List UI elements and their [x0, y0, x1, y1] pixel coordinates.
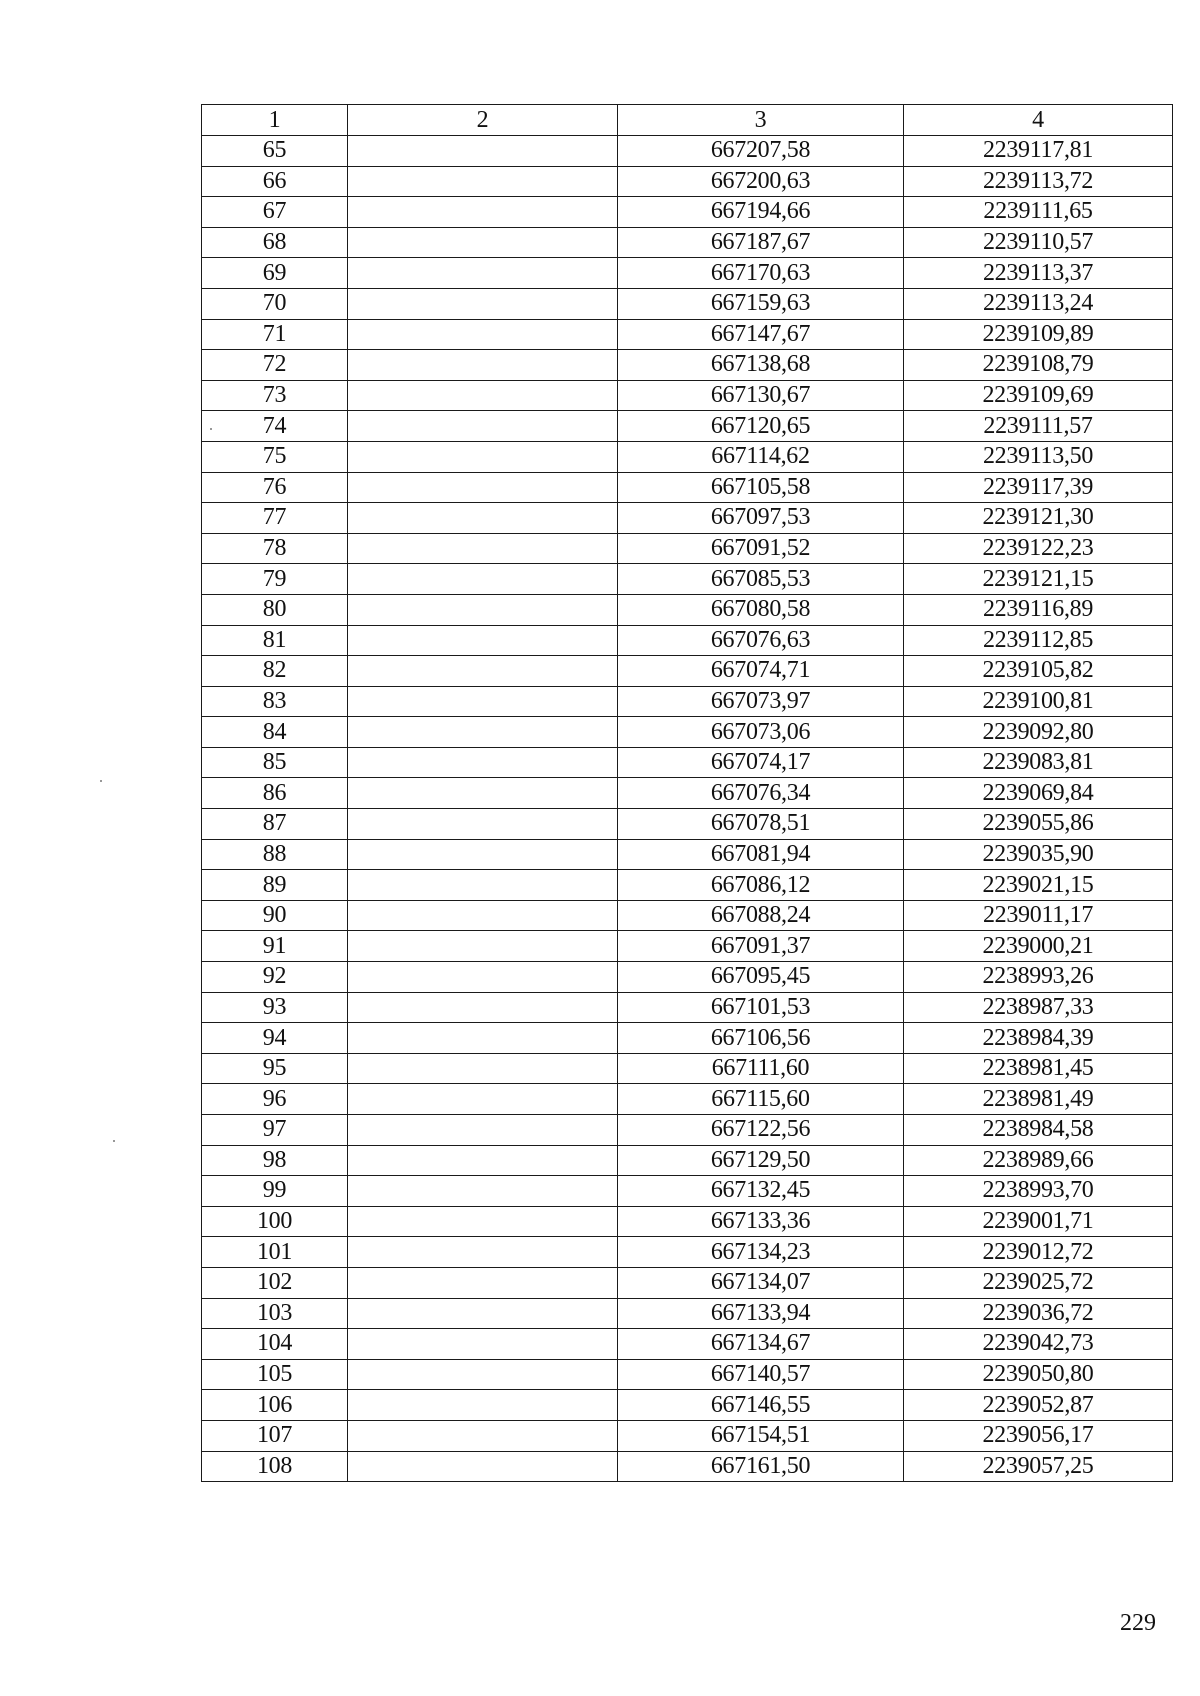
scan-speck [210, 428, 212, 430]
y-coordinate-cell: 2239121,15 [904, 564, 1173, 595]
table-row [202, 533, 1173, 564]
x-coordinate-cell: 667073,97 [618, 686, 904, 717]
y-coordinate-cell: 2239050,80 [904, 1359, 1173, 1390]
x-coordinate-cell: 667140,57 [618, 1359, 904, 1390]
x-coordinate-cell: 667159,63 [618, 288, 904, 319]
y-coordinate-cell: 2239113,24 [904, 288, 1173, 319]
table-row [202, 227, 1173, 258]
x-coordinate-cell: 667200,63 [618, 166, 904, 197]
y-coordinate-cell: 2239117,39 [904, 472, 1173, 503]
table-row [202, 1267, 1173, 1298]
empty-cell [348, 1237, 618, 1268]
table-row [202, 411, 1173, 442]
table-row [202, 900, 1173, 931]
point-number-cell: 67 [202, 197, 348, 228]
table-row [202, 166, 1173, 197]
x-coordinate-cell: 667170,63 [618, 258, 904, 289]
y-coordinate-cell: 2238981,45 [904, 1053, 1173, 1084]
y-coordinate-cell: 2239056,17 [904, 1420, 1173, 1451]
point-number-cell: 85 [202, 747, 348, 778]
table-row [202, 594, 1173, 625]
y-coordinate-cell: 2239042,73 [904, 1329, 1173, 1360]
point-number-cell: 102 [202, 1267, 348, 1298]
x-coordinate-cell: 667076,63 [618, 625, 904, 656]
empty-cell [348, 380, 618, 411]
empty-cell [348, 350, 618, 381]
point-number-cell: 92 [202, 962, 348, 993]
y-coordinate-cell: 2239011,17 [904, 900, 1173, 931]
point-number-cell: 108 [202, 1451, 348, 1482]
point-number-cell: 88 [202, 839, 348, 870]
point-number-cell: 81 [202, 625, 348, 656]
x-coordinate-cell: 667161,50 [618, 1451, 904, 1482]
empty-cell [348, 1115, 618, 1146]
point-number-cell: 95 [202, 1053, 348, 1084]
y-coordinate-cell: 2239116,89 [904, 594, 1173, 625]
y-coordinate-cell: 2238984,39 [904, 1023, 1173, 1054]
point-number-cell: 82 [202, 656, 348, 687]
point-number-cell: 104 [202, 1329, 348, 1360]
y-coordinate-cell: 2239109,89 [904, 319, 1173, 350]
point-number-cell: 84 [202, 717, 348, 748]
point-number-cell: 79 [202, 564, 348, 595]
x-coordinate-cell: 667133,36 [618, 1206, 904, 1237]
table-row [202, 1329, 1173, 1360]
point-number-cell: 107 [202, 1420, 348, 1451]
y-coordinate-cell: 2239021,15 [904, 870, 1173, 901]
y-coordinate-cell: 2239113,37 [904, 258, 1173, 289]
x-coordinate-cell: 667088,24 [618, 900, 904, 931]
table-row [202, 258, 1173, 289]
x-coordinate-cell: 667130,67 [618, 380, 904, 411]
point-number-cell: 68 [202, 227, 348, 258]
x-coordinate-cell: 667105,58 [618, 472, 904, 503]
table-row [202, 778, 1173, 809]
point-number-cell: 86 [202, 778, 348, 809]
x-coordinate-cell: 667146,55 [618, 1390, 904, 1421]
empty-cell [348, 1298, 618, 1329]
table-row [202, 1390, 1173, 1421]
y-coordinate-cell: 2239100,81 [904, 686, 1173, 717]
table-row [202, 1237, 1173, 1268]
point-number-cell: 72 [202, 350, 348, 381]
point-number-cell: 94 [202, 1023, 348, 1054]
point-number-cell: 98 [202, 1145, 348, 1176]
x-coordinate-cell: 667115,60 [618, 1084, 904, 1115]
empty-cell [348, 1420, 618, 1451]
x-coordinate-cell: 667091,52 [618, 533, 904, 564]
point-number-cell: 80 [202, 594, 348, 625]
empty-cell [348, 319, 618, 350]
point-number-cell: 70 [202, 288, 348, 319]
y-coordinate-cell: 2239025,72 [904, 1267, 1173, 1298]
empty-cell [348, 1023, 618, 1054]
x-coordinate-cell: 667114,62 [618, 441, 904, 472]
y-coordinate-cell: 2239108,79 [904, 350, 1173, 381]
y-coordinate-cell: 2239001,71 [904, 1206, 1173, 1237]
table-row [202, 1145, 1173, 1176]
empty-cell [348, 533, 618, 564]
empty-cell [348, 686, 618, 717]
scan-speck [100, 780, 102, 782]
x-coordinate-cell: 667134,23 [618, 1237, 904, 1268]
table-row [202, 1115, 1173, 1146]
empty-cell [348, 656, 618, 687]
table-row [202, 197, 1173, 228]
x-coordinate-cell: 667073,06 [618, 717, 904, 748]
table-row [202, 503, 1173, 534]
x-coordinate-cell: 667081,94 [618, 839, 904, 870]
empty-cell [348, 962, 618, 993]
x-coordinate-cell: 667147,67 [618, 319, 904, 350]
coordinates-table [201, 104, 1173, 1482]
x-coordinate-cell: 667134,67 [618, 1329, 904, 1360]
x-coordinate-cell: 667187,67 [618, 227, 904, 258]
x-coordinate-cell: 667154,51 [618, 1420, 904, 1451]
x-coordinate-cell: 667074,17 [618, 747, 904, 778]
empty-cell [348, 778, 618, 809]
empty-cell [348, 472, 618, 503]
table-row [202, 809, 1173, 840]
point-number-cell: 87 [202, 809, 348, 840]
x-coordinate-cell: 667076,34 [618, 778, 904, 809]
table-row [202, 1084, 1173, 1115]
y-coordinate-cell: 2239121,30 [904, 503, 1173, 534]
empty-cell [348, 992, 618, 1023]
empty-cell [348, 503, 618, 534]
y-coordinate-cell: 2239112,85 [904, 625, 1173, 656]
point-number-cell: 100 [202, 1206, 348, 1237]
x-coordinate-cell: 667086,12 [618, 870, 904, 901]
y-coordinate-cell: 2238984,58 [904, 1115, 1173, 1146]
header-cell-1: 1 [202, 105, 348, 136]
point-number-cell: 75 [202, 441, 348, 472]
y-coordinate-cell: 2238989,66 [904, 1145, 1173, 1176]
x-coordinate-cell: 667085,53 [618, 564, 904, 595]
table-row [202, 441, 1173, 472]
point-number-cell: 103 [202, 1298, 348, 1329]
point-number-cell: 90 [202, 900, 348, 931]
y-coordinate-cell: 2239109,69 [904, 380, 1173, 411]
x-coordinate-cell: 667097,53 [618, 503, 904, 534]
empty-cell [348, 839, 618, 870]
y-coordinate-cell: 2239052,87 [904, 1390, 1173, 1421]
point-number-cell: 89 [202, 870, 348, 901]
table-row [202, 962, 1173, 993]
empty-cell [348, 1390, 618, 1421]
table-row [202, 1359, 1173, 1390]
x-coordinate-cell: 667122,56 [618, 1115, 904, 1146]
table-row [202, 747, 1173, 778]
x-coordinate-cell: 667111,60 [618, 1053, 904, 1084]
y-coordinate-cell: 2239105,82 [904, 656, 1173, 687]
table-row [202, 870, 1173, 901]
header-row [202, 105, 1173, 136]
table-row [202, 1298, 1173, 1329]
empty-cell [348, 594, 618, 625]
table-header [202, 105, 1173, 136]
header-cell-4: 4 [904, 105, 1173, 136]
empty-cell [348, 564, 618, 595]
empty-cell [348, 809, 618, 840]
empty-cell [348, 1206, 618, 1237]
x-coordinate-cell: 667138,68 [618, 350, 904, 381]
y-coordinate-cell: 2239113,50 [904, 441, 1173, 472]
empty-cell [348, 1084, 618, 1115]
y-coordinate-cell: 2239057,25 [904, 1451, 1173, 1482]
point-number-cell: 76 [202, 472, 348, 503]
table-row [202, 1023, 1173, 1054]
scan-speck [113, 1140, 115, 1142]
table-row [202, 686, 1173, 717]
point-number-cell: 83 [202, 686, 348, 717]
header-cell-3: 3 [618, 105, 904, 136]
table-row [202, 288, 1173, 319]
empty-cell [348, 1359, 618, 1390]
point-number-cell: 78 [202, 533, 348, 564]
table-row [202, 564, 1173, 595]
y-coordinate-cell: 2238987,33 [904, 992, 1173, 1023]
y-coordinate-cell: 2239117,81 [904, 136, 1173, 167]
empty-cell [348, 931, 618, 962]
empty-cell [348, 227, 618, 258]
y-coordinate-cell: 2238993,70 [904, 1176, 1173, 1207]
table-row [202, 1451, 1173, 1482]
x-coordinate-cell: 667132,45 [618, 1176, 904, 1207]
empty-cell [348, 1267, 618, 1298]
empty-cell [348, 288, 618, 319]
empty-cell [348, 197, 618, 228]
table-row [202, 625, 1173, 656]
y-coordinate-cell: 2239113,72 [904, 166, 1173, 197]
table-row [202, 380, 1173, 411]
table-row [202, 136, 1173, 167]
y-coordinate-cell: 2239036,72 [904, 1298, 1173, 1329]
table-row [202, 1420, 1173, 1451]
point-number-cell: 97 [202, 1115, 348, 1146]
y-coordinate-cell: 2239000,21 [904, 931, 1173, 962]
table-row [202, 1206, 1173, 1237]
empty-cell [348, 1451, 618, 1482]
x-coordinate-cell: 667134,07 [618, 1267, 904, 1298]
empty-cell [348, 900, 618, 931]
x-coordinate-cell: 667133,94 [618, 1298, 904, 1329]
empty-cell [348, 1145, 618, 1176]
point-number-cell: 105 [202, 1359, 348, 1390]
y-coordinate-cell: 2239012,72 [904, 1237, 1173, 1268]
y-coordinate-cell: 2238981,49 [904, 1084, 1173, 1115]
table-row [202, 1176, 1173, 1207]
x-coordinate-cell: 667080,58 [618, 594, 904, 625]
x-coordinate-cell: 667207,58 [618, 136, 904, 167]
x-coordinate-cell: 667078,51 [618, 809, 904, 840]
empty-cell [348, 1329, 618, 1360]
empty-cell [348, 870, 618, 901]
x-coordinate-cell: 667095,45 [618, 962, 904, 993]
point-number-cell: 91 [202, 931, 348, 962]
table-row [202, 472, 1173, 503]
empty-cell [348, 136, 618, 167]
y-coordinate-cell: 2239092,80 [904, 717, 1173, 748]
y-coordinate-cell: 2239069,84 [904, 778, 1173, 809]
table-row [202, 717, 1173, 748]
table-row [202, 992, 1173, 1023]
x-coordinate-cell: 667074,71 [618, 656, 904, 687]
empty-cell [348, 717, 618, 748]
table-row [202, 839, 1173, 870]
point-number-cell: 77 [202, 503, 348, 534]
y-coordinate-cell: 2239111,65 [904, 197, 1173, 228]
page-number: 229 [1120, 1610, 1156, 1636]
table-body [202, 136, 1173, 1482]
empty-cell [348, 258, 618, 289]
y-coordinate-cell: 2239083,81 [904, 747, 1173, 778]
y-coordinate-cell: 2239055,86 [904, 809, 1173, 840]
x-coordinate-cell: 667106,56 [618, 1023, 904, 1054]
x-coordinate-cell: 667120,65 [618, 411, 904, 442]
empty-cell [348, 1176, 618, 1207]
point-number-cell: 71 [202, 319, 348, 350]
empty-cell [348, 1053, 618, 1084]
x-coordinate-cell: 667101,53 [618, 992, 904, 1023]
point-number-cell: 93 [202, 992, 348, 1023]
y-coordinate-cell: 2239110,57 [904, 227, 1173, 258]
y-coordinate-cell: 2239111,57 [904, 411, 1173, 442]
x-coordinate-cell: 667129,50 [618, 1145, 904, 1176]
point-number-cell: 65 [202, 136, 348, 167]
point-number-cell: 106 [202, 1390, 348, 1421]
point-number-cell: 73 [202, 380, 348, 411]
table-row [202, 319, 1173, 350]
table-row [202, 931, 1173, 962]
empty-cell [348, 747, 618, 778]
point-number-cell: 101 [202, 1237, 348, 1268]
point-number-cell: 99 [202, 1176, 348, 1207]
x-coordinate-cell: 667194,66 [618, 197, 904, 228]
y-coordinate-cell: 2238993,26 [904, 962, 1173, 993]
table-row [202, 1053, 1173, 1084]
y-coordinate-cell: 2239122,23 [904, 533, 1173, 564]
y-coordinate-cell: 2239035,90 [904, 839, 1173, 870]
empty-cell [348, 625, 618, 656]
x-coordinate-cell: 667091,37 [618, 931, 904, 962]
empty-cell [348, 441, 618, 472]
table-row [202, 656, 1173, 687]
point-number-cell: 96 [202, 1084, 348, 1115]
header-cell-2: 2 [348, 105, 618, 136]
point-number-cell: 69 [202, 258, 348, 289]
point-number-cell: 66 [202, 166, 348, 197]
table-row [202, 350, 1173, 381]
point-number-cell: 74 [202, 411, 348, 442]
empty-cell [348, 411, 618, 442]
empty-cell [348, 166, 618, 197]
